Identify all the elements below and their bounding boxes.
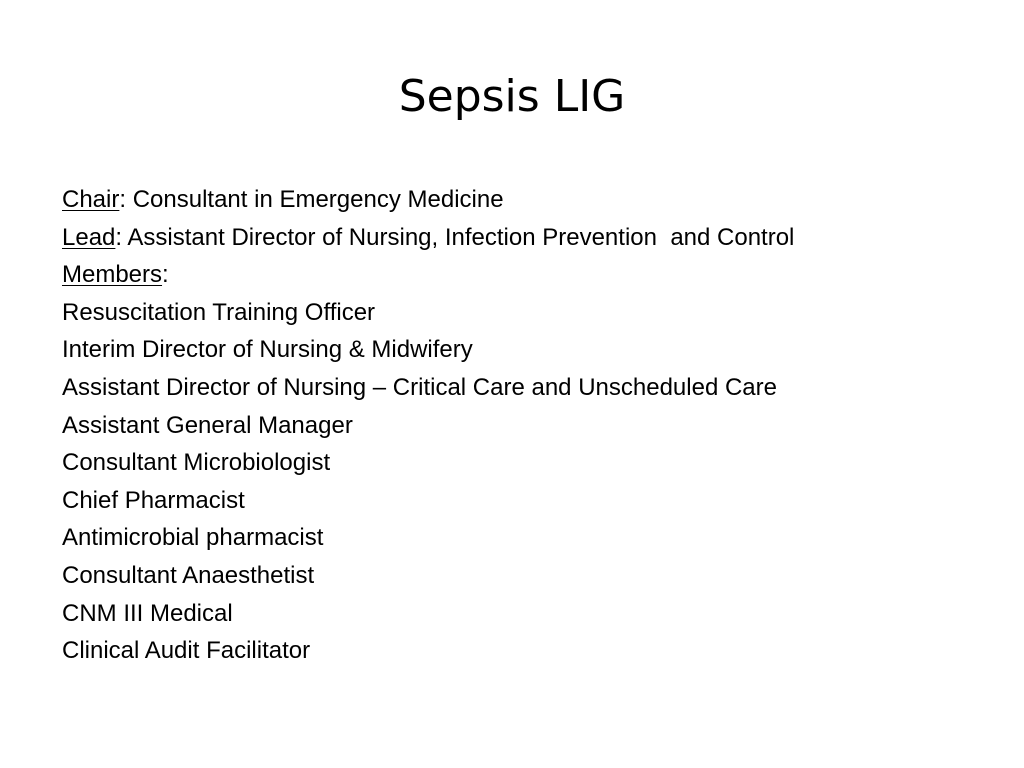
members-separator: :: [162, 261, 169, 289]
chair-line: [62, 181, 1002, 219]
lead-label: Lead: [62, 223, 116, 251]
lead-separator: :: [115, 223, 128, 251]
member-item: CNM III Medical: [62, 599, 233, 627]
members-line: [62, 256, 1002, 294]
slide-title: Sepsis LIG: [398, 71, 626, 122]
chair-value: Consultant in Emergency Medicine: [132, 186, 504, 213]
member-item: Clinical Audit Facilitator: [62, 637, 311, 665]
member-item: Assistant General Manager: [62, 411, 353, 439]
slide-body: [62, 181, 1002, 670]
member-item: Resuscitation Training Officer: [62, 298, 376, 326]
member-item: Assistant Director of Nursing – Critical Care and Unscheduled Care: [62, 373, 777, 401]
members-label: Members: [62, 261, 163, 289]
member-item: Consultant Microbiologist: [62, 449, 331, 477]
member-item: Consultant Anaesthetist: [62, 561, 315, 589]
chair-label: Chair: [62, 186, 120, 213]
lead-value: Assistant Director of Nursing, Infection Prevention and Control: [127, 223, 795, 251]
member-item: Chief Pharmacist: [62, 486, 245, 514]
chair-separator: :: [119, 186, 133, 213]
lead-line: [62, 219, 1002, 257]
member-item: Antimicrobial pharmacist: [62, 524, 324, 552]
member-item: Interim Director of Nursing & Midwifery: [62, 336, 473, 364]
